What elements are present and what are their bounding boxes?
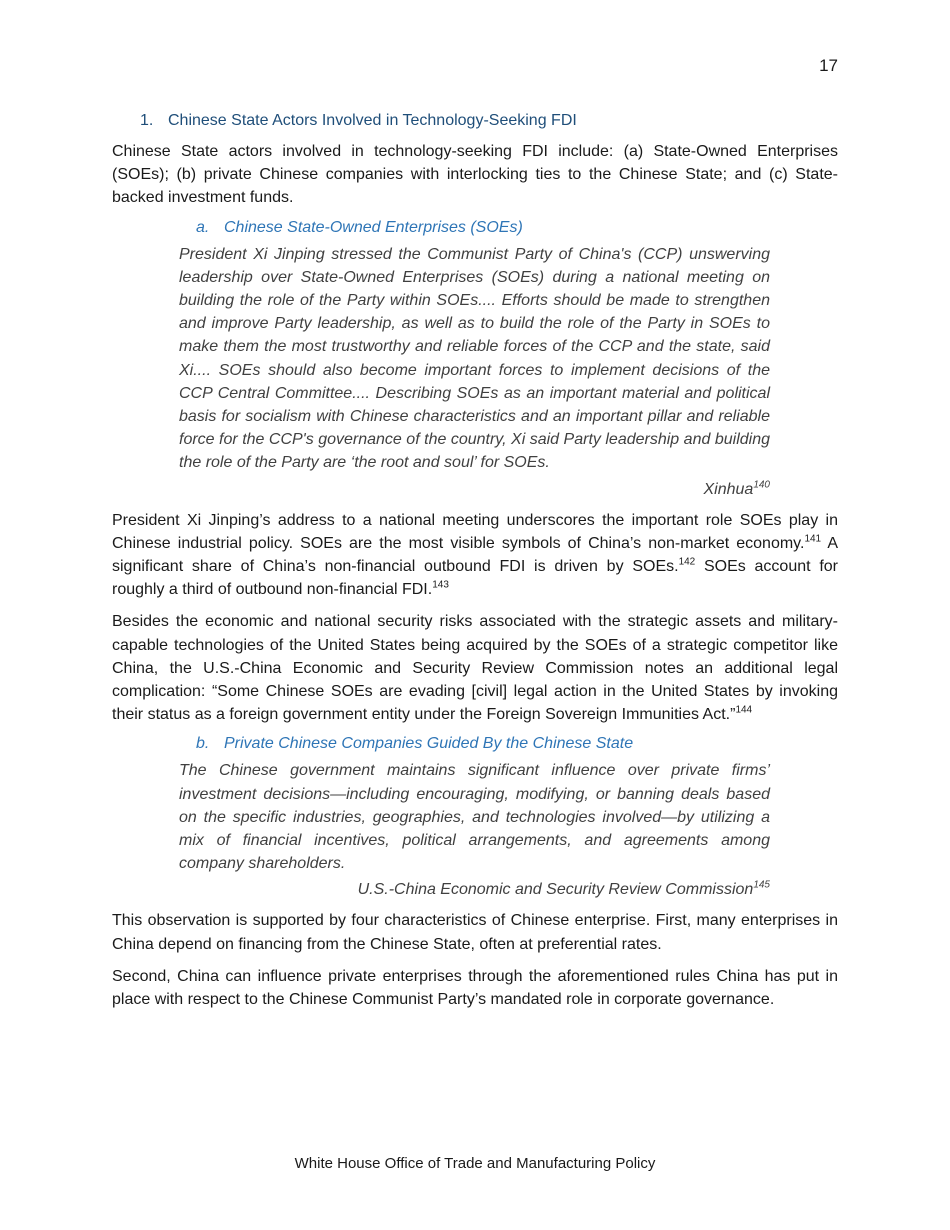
- page-content: [112, 112, 838, 1020]
- section-heading-1: [140, 112, 838, 130]
- subsection-letter: b.: [196, 735, 210, 753]
- subsection-title: Private Chinese Companies Guided By the Chinese State: [224, 735, 634, 753]
- subsection-heading-a: [196, 219, 838, 237]
- paragraph-legal-complication: [112, 610, 838, 726]
- footnote-ref: 142: [678, 556, 696, 568]
- paragraph-text: President Xi Jinping’s address to a national meeting underscores the important role SOEs play in Chinese industrial policy. SOEs are the most visible symbols of China’s non-market economy.: [112, 511, 838, 552]
- paragraph-party-influence: Second, China can influence private enterprises through the aforementioned rules China has put in place with respect to the Chinese Communist Party’s mandated role in corporate governance.: [112, 967, 838, 1009]
- heading-text: Chinese State Actors Involved in Technology-Seeking FDI: [168, 112, 577, 129]
- subsection-letter: a.: [196, 218, 210, 236]
- paragraph-characteristics: This observation is supported by four characteristics of Chinese enterprise. First, many enterprises in China depend on financing from the Chinese State, often at preferential rates.: [112, 912, 838, 953]
- footnote-ref: 144: [735, 704, 753, 716]
- subsection-heading-b: [196, 735, 838, 753]
- footnote-ref: 145: [753, 880, 770, 892]
- page-number: 17: [819, 56, 838, 75]
- footnote-ref: 140: [753, 479, 770, 491]
- subsection-title: Chinese State-Owned Enterprises (SOEs): [224, 218, 523, 236]
- paragraph-text: A significant share of China’s non-financial outbound FDI is driven by SOEs.: [112, 534, 839, 576]
- block-quote-xinhua: President Xi Jinping stressed the Communist Party of China's (CCP) unswerving leadership over State-Owned Enterprises (SOEs) during a national meeting on building the role of the Party within SOEs.... Efforts should be made to strengthen and improve Party leadership, as well as to build the role of the Party in SOEs to make them the most trustworthy and reliable forces of the CCP and the state, said Xi.... SOEs should also become important forces to implement decisions of the CCP Central Committee.... Describing SOEs as an important material and political basis for socialism with Chinese characteristics and an important pillar and reliable force for the CCP's governance of the country, Xi said Party leadership and building the role of the Party are ‘the root and soul’ for SOEs.: [179, 245, 770, 472]
- paragraph-text: SOEs account for roughly a third of outbound non-financial FDI.: [112, 558, 838, 599]
- paragraph-soe-role: [112, 509, 838, 602]
- attribution-source: Xinhua: [703, 480, 754, 498]
- block-quote-commission: The Chinese government maintains significant influence over private firms’ investment decisions—including encouraging, modifying, or banning deals based on the specific industries, geographies, and technologies involved—by utilizing a mix of financial incentives, political arrangements, and agreements among company shareholders.: [179, 762, 770, 873]
- quote-attribution: [179, 881, 770, 899]
- attribution-source: U.S.-China Economic and Security Review Commission: [357, 881, 754, 899]
- footnote-ref: 143: [432, 579, 449, 591]
- intro-paragraph: Chinese State actors involved in technology-seeking FDI include: (a) State-Owned Enterprises (SOEs); (b) private Chinese companies with interlocking ties to the Chinese State; and (c) State-backed investment funds.: [112, 143, 838, 207]
- quote-attribution: [179, 481, 770, 499]
- footnote-ref: 141: [804, 533, 822, 545]
- page-footer: White House Office of Trade and Manufacturing Policy: [294, 1155, 656, 1172]
- paragraph-text: Besides the economic and national security risks associated with the strategic assets and military-capable technologies of the United States being acquired by the SOEs of a strategic competitor like China, the U.S.-China Economic and Security Review Commission notes an additional legal complication: “Some Chinese SOEs are evading [civil] legal action in the United States by invoking their status as a foreign government entity under the Foreign Sovereign Immunities Act.”: [112, 613, 838, 724]
- heading-number: 1.: [140, 112, 154, 129]
